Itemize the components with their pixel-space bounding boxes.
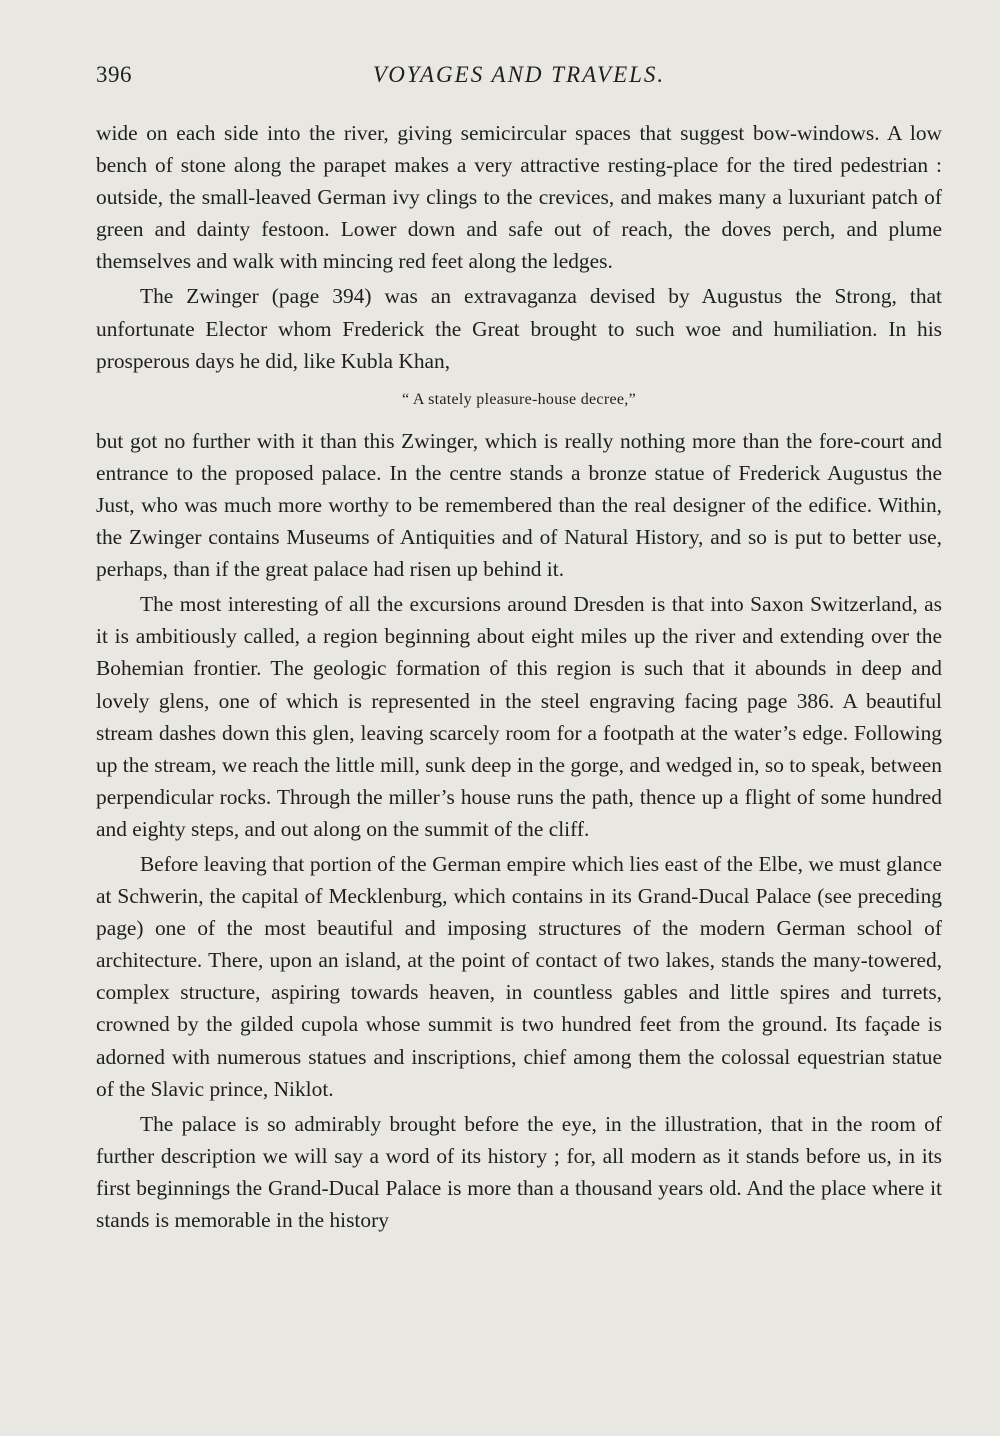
paragraph-zwinger-continued: but got no further with it than this Zwinger, which is really nothing more than the fore-court and entrance to the proposed palace. In the centre stands a bronze statue of Frederick Augustus the Just, who was much more worthy to be remembered than the real designer of the edifice. Within, the Zwinger contains Museums of Antiquities and of Natural History, and so is put to better use, perhaps, than if the great palace had risen up behind it. [96, 428, 942, 582]
quotation-kubla-khan: “ A stately pleasure-house decree,” [402, 390, 636, 408]
body-text [96, 117, 942, 1239]
paragraph-schwerin: Before leaving that portion of the German empire which lies east of the Elbe, we must glance at Schwerin, the capital of Mecklenburg, which contains in its Grand-Ducal Palace (see preceding page) one of the most beautiful and imposing structures of the modern German school of architecture. There, upon an island, at the point of contact of two lakes, stands the many-towered, complex structure, aspiring towards heaven, in countless gables and little spires and turrets, crowned by the gilded cupola whose summit is two hundred feet from the ground. Its façade is adorned with numerous statues and inscriptions, chief among them the colossal equestrian statue of the Slavic prince, Niklot. [96, 851, 942, 1101]
paragraph-zwinger: The Zwinger (page 394) was an extravaganza devised by Augustus the Strong, that unfortunate Elector whom Frederick the Great brought to such woe and humiliation. In his prosperous days he did, like Kubla Khan, [96, 284, 942, 373]
running-title: VOYAGES AND TRAVELS. [372, 62, 666, 87]
page-header [96, 62, 942, 98]
page-number: 396 [96, 62, 132, 87]
paragraph-bridge-description: wide on each side into the river, giving semicircular spaces that suggest bow-windows. A low bench of stone along the parapet makes a very attractive resting-place for the tired pedestrian : outside, the small-leaved German ivy clings to the crevices, and makes many a luxuriant patch of green and dainty festoon. Lower down and safe out of reach, the doves perch, and plume themselves and walk with mincing red feet along the ledges. [96, 121, 942, 274]
paragraph-saxon-switzerland: The most interesting of all the excursions around Dresden is that into Saxon Switzerland, as it is ambitiously called, a region beginning about eight miles up the river and extending over the Bohemian frontier. The geologic formation of this region is such that it abounds in deep and lovely glens, one of which is represented in the steel engraving facing page 386. A beautiful stream dashes down this glen, leaving scarcely room for a footpath at the water’s edge. Following up the stream, we reach the little mill, sunk deep in the gorge, and wedged in, so to speak, between perpendicular rocks. Through the miller’s house runs the path, thence up a flight of some hundred and eighty steps, and out along on the summit of the cliff. [96, 592, 942, 841]
paragraph-palace-history: The palace is so admirably brought before the eye, in the illustration, that in the room of further description we will say a word of its history ; for, all modern as it stands before us, in its first beginnings the Grand-Ducal Palace is more than a thousand years old. And the place where it stands is memorable in the history [96, 1111, 942, 1232]
